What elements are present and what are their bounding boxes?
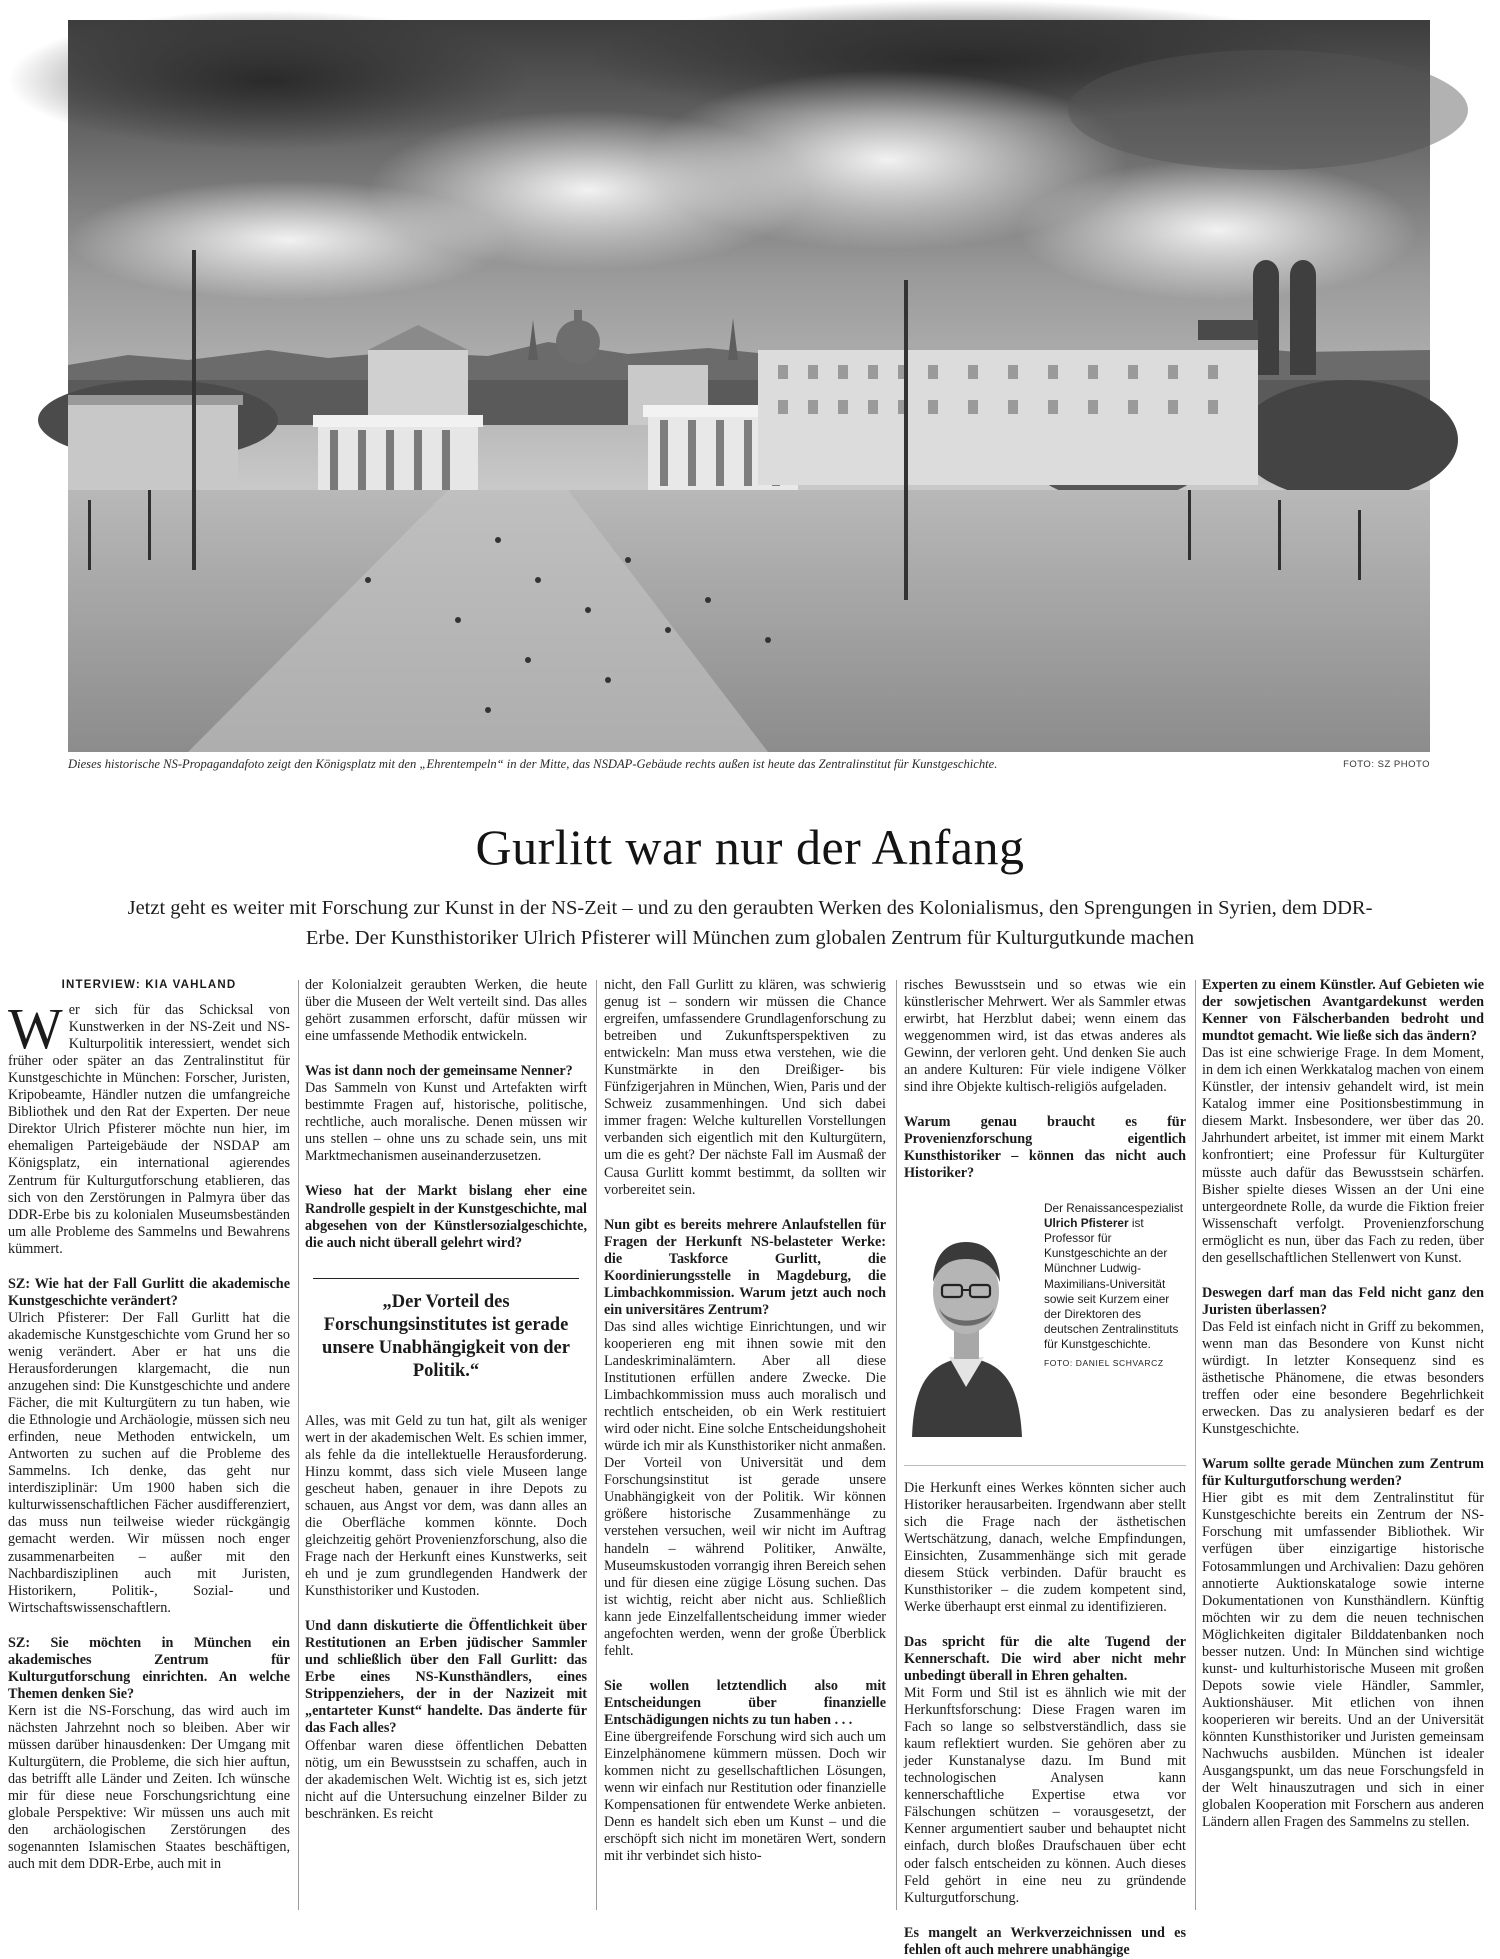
interview-question: Warum sollte gerade München zum Zentrum für Kulturgutforschung werden? (1202, 1456, 1484, 1490)
bio-text: ist Professor für Kunstgeschichte an der Münchner Ludwig-Maximilians-Universität sowie seit Kurzem einer der Direktoren des deutschen Zentralinstituts für Kunstgeschichte. (1044, 1215, 1179, 1352)
interview-answer: Mit Form und Stil ist es ähnlich wie mit der Herkunftsforschung: Diese Fragen waren im Fach so lange so selbstverständlich, dass sie kaum reflektiert wurden. Sie gehören aber zu jeder Kunstanalyse dazu. Im Bund mit technologischen Analysen kann kennerschaftliche Expertise etwa vor Fälschungen schützen – vorausgesetzt, der Kenner argumentiert sauber und behauptet nicht einfach, durch bloßes Draufschauen über echt oder falsch entscheiden zu können. Auch dieses Feld gehört in eine neu zu gründende Kulturgutforschung. (904, 1685, 1186, 1906)
subheadline: Jetzt geht es weiter mit Forschung zur Kunst in der NS-Zeit – und zu den geraubten Werken des Kolonialismus, den Sprengungen in Syrien, dem DDR-Erbe. Der Kunsthistoriker Ulrich Pfisterer will München zum globalen Zentrum für Kulturgutkunde machen (127, 897, 1373, 949)
interview-answer: Offenbar waren diese öffentlichen Debatten nötig, um ein Bewusstsein zu schaffen, auch in der akademischen Welt. Wichtig ist es, sich jetzt nicht auf die Untersuchung einzelner Bilder zu beschränken. Es reicht (305, 1737, 587, 1822)
historic-photo-illustration (68, 20, 1430, 752)
interview-answer: Das Sammeln von Kunst und Artefakten wirft bestimmte Fragen auf, historische, politische, rechtliche, auch moralische. Denen müssen wir uns stellen – ohne uns zu schade sein, uns mit Marktmechanismen auseinanderzusetzen. (305, 1080, 587, 1165)
portrait-photo (904, 1197, 1029, 1437)
photo-credit: FOTO: SZ PHOTO (1343, 759, 1430, 770)
interview-answer: risches Bewusstsein und so etwas wie ein künstlerischer Mehrwert. Wer als Sammler etwas erwirbt, hat Herzblut dabei; wenn einem das weggenommen wird, ist das etwas anderes als Gewinn, der verloren geht. Und denken Sie auch an andere Kulturen: Für viele indigene Völker sind ihre Objekte kultisch-religiös aufgeladen. (904, 977, 1186, 1096)
article-column-2 (305, 977, 587, 1917)
koenigsplatz-photo (68, 20, 1430, 752)
article-column-5 (1202, 977, 1484, 1917)
interview-answer: Das ist eine schwierige Frage. In dem Moment, in dem ich einen Werkkatalog machen von einem Künstler, der intensiv gehandelt wird, ist mein Katalog immer eine Positionsbestimmung in diesem Markt. Insbesondere, wer über das 20. Jahrhundert arbeitet, ist immer mit einem Markt konfrontiert; eine Professur für Kulturgüter müsste auch dafür das Bewusstsein schärfen. Bisher spielte dieses Wissen an der Uni eine untergeordnete Rolle, da wurde die Fiktion freier Wissenschaft verfolgt. Provenienzforschung ermöglicht es nun, über das Fach zu reden, über den gesellschaftlichen Stellenwert von Kunst. (1202, 1045, 1484, 1266)
portrait-credit: FOTO: DANIEL SCHVARCZ (1044, 1357, 1164, 1368)
interview-question: SZ: Sie möchten in München ein akademisches Zentrum für Kulturgutforschung einrichten. An welche Themen denken Sie? (8, 1634, 290, 1702)
interview-question: Nun gibt es bereits mehrere Anlaufstellen für Fragen der Herkunft NS-belasteter Werke: die Taskforce Gurlitt, die Koordinierungsstelle in Magdeburg, die Limbachkommission. Warum jetzt auch noch ein universitäres Zentrum? (604, 1216, 886, 1318)
interview-answer: Das sind alles wichtige Einrichtungen, und wir kooperieren eng mit ihnen sowie mit den Landeskriminalämtern. Aber all diese Institutionen erfüllen andere Zwecke. Die Limbachkommission muss auch moralisch und rechtlich entscheiden, ob ein Werk restituiert wird oder nicht. Eine solche Entscheidungshoheit würde ich mir als Kunsthistoriker nicht anmaßen. Der Vorteil von Universität und dem Forschungsinstitut ist gerade unsere Unabhängigkeit von der Politik. Wir können größere historische Zusammenhänge zu verstehen versuchen, weil wir nicht im Auftrag handeln – während Politiker, Anwälte, Museumskustoden vorrangig ihren Bereich sehen und für diesen eine zügige Lösung suchen. Das ist wichtig, reicht aber nicht aus. Schließlich kann jede Einzelfallentscheidung immer wieder angefochten werden, wenn der große Überblick fehlt. (604, 1318, 886, 1659)
bio-intro: Der Renaissancespezialist (1044, 1200, 1184, 1215)
interview-question: Sie wollen letztendlich also mit Entscheidungen über finanzielle Entschädigungen nichts zu tun haben . . . (604, 1677, 886, 1728)
interview-question: Es mangelt an Werkverzeichnissen und es fehlen oft auch mehrere unabhängige (904, 1924, 1186, 1958)
article-column-1 (8, 977, 290, 1917)
portrait-box (904, 1197, 1186, 1466)
interview-answer: Eine übergreifende Forschung wird sich auch um Einzelphänomene kümmern müssen. Doch wir kommen nicht zu gesellschaftlichen Lösungen, wenn wir einfach nur Restitution oder finanzielle Kompensationen für entwendete Werke anbieten. Denn es handelt sich eben um Kunst – und die erschöpft sich nicht im monetären Wert, sondern mit ihr verbindet sich histo- (604, 1728, 886, 1865)
column-rule (298, 980, 299, 1910)
interview-answer: Die Herkunft eines Werkes könnten sicher auch Historiker herausarbeiten. Irgendwann aber stellt sich die Frage nach der ästhetischen Wertschätzung, danach, welche Empfindungen, Einsichten, Zusammenhänge sich mit gerade diesem Stück verbinden. Dafür braucht es Kunsthistoriker – die zudem kompetent sind, Werke überhaupt erst einmal zu identifizieren. (904, 1479, 1186, 1615)
bio-name: Ulrich Pfisterer (1044, 1215, 1129, 1230)
pull-quote: „Der Vorteil des Forschungsinstitutes ist gerade unsere Unabhängigkeit von der Politik.“ (313, 1278, 579, 1383)
interview-answer: der Kolonialzeit geraubten Werken, die heute über die Museen der Welt verteilt sind. Das alles gehört zusammen erforscht, dafür müssen wir eine umfassende Methodik entwickeln. (305, 977, 587, 1045)
column-rule (596, 980, 597, 1910)
article-column-4 (904, 977, 1186, 1958)
portrait-bio (1044, 1201, 1186, 1371)
column-rule (1195, 980, 1196, 1910)
photo-caption: Dieses historische NS-Propagandafoto zeigt den Königsplatz mit den „Ehrentempeln“ in der Mitte, das NSDAP-Gebäude rechts außen ist heute das Zentralinstitut für Kunstgeschichte. (68, 757, 998, 771)
interview-question: SZ: Wie hat der Fall Gurlitt die akademische Kunstgeschichte verändert? (8, 1275, 290, 1309)
interview-answer: Kern ist die NS-Forschung, das wird auch im nächsten Jahrzehnt noch so bleiben. Aber wir müssen darüber hinausdenken: Der Umgang mit Kulturgütern, die Probleme, die sich hier auftun, das betrifft alle Länder und Zeiten. Ich wünsche mir für diese neue Forschungsrichtung eine globale Perspektive: Wir müssen uns auch mit den archäologischen Zerstörungen des sogenannten Islamischen Staates beschäftigen, auch mit dem DDR-Erbe, auch mit in (8, 1702, 290, 1873)
interview-answer: nicht, den Fall Gurlitt zu klären, was schwierig genug ist – sondern wir müssen die Chance ergreifen, umfassendere Grundlagenforschung zu betreiben und Zukunftsperspektiven zu entwickeln: Man muss etwa verstehen, wie die Kunstmärkte in den Dreißiger- bis Fünfzigerjahren in München, Wien, Paris und der Schweiz zusammenhingen. Und sich dabei immer fragen: Welche kulturellen Vorstellungen verbanden sich eigentlich mit den Kulturgütern, um die es geht? Der nächste Fall im Ausmaß der Causa Gurlitt kommt bestimmt, da sollten wir vorbereitet sein. (604, 977, 886, 1198)
interview-answer: Ulrich Pfisterer: Der Fall Gurlitt hat die akademische Kunstgeschichte vom Grund her so wenig verändert. Aber er hat uns die Herausforderungen klargemacht, die nun anzugehen sind: Die Kunstgeschichte und andere Fächer, die mit Kulturgütern zu tun haben, wie die Ethnologie und Archäologie, müssen sich neu erfinden, neue Methoden entwickeln, um Antworten zu suchen auf die Probleme des Sammelns. Ich denke, das geht nur interdisziplinär: Um 1900 haben sich die kulturwissenschaftlichen Fächer ausdifferenziert, das muss nun teilweise wieder rückgängig gemacht werden. Wir müssen noch enger zusammenarbeiten – außer mit den Nachbardisziplinen auch mit Juristen, Historikern, Politik-, Sozial- und Wirtschaftswissenschaftlern. (8, 1309, 290, 1616)
byline: INTERVIEW: KIA VAHLAND (61, 979, 237, 991)
intro-text: er sich für das Schicksal von Kunstwerken in der NS-Zeit und NS-Kulturpolitik interessiert, wendet sich früher oder später an das Zentralinstitut für Kunstgeschichte in München: Forscher, Juristen, Kripobeamte, Händler nutzen die umfangreiche Bibliothek und den Rat der Experten. Der neue Direktor Ulrich Pfisterer möchte nun hier, im ehemaligen Parteigebäude der NSDAP am Königsplatz, ein international agierendes Zentrum für Kulturgutforschung etablieren, das sich von den Zerstörungen in Palmyra über das DDR-Erbe bis zu kolonialen Museumsbeständen um alle Probleme des Sammelns und Bewahrens kümmert. (8, 1002, 290, 1257)
article-column-3 (604, 977, 886, 1917)
intro-paragraph (8, 996, 290, 1258)
interview-question: Deswegen darf man das Feld nicht ganz den Juristen überlassen? (1202, 1284, 1484, 1318)
interview-question: Wieso hat der Markt bislang eher eine Randrolle gespielt in der Kunstgeschichte, mal abgesehen von der Künstlersozialgeschichte, die auch nicht überall gelehrt wird? (305, 1183, 587, 1251)
interview-answer: Das Feld ist einfach nicht in Griff zu bekommen, wenn man das Besondere von Kunst nicht würdigt. In letzter Konsequenz sind es ästhetische Phänomene, die etwas besonders treffen oder eine besondere Begehrlichkeit erwecken. Das zu analysieren bedarf es der Kunstgeschichte. (1202, 1318, 1484, 1438)
interview-answer: Alles, was mit Geld zu tun hat, gilt als weniger wert in der akademischen Welt. Es schien immer, als fehle da die intellektuelle Herausforderung. Hinzu kommt, dass sich viele Museen lange gescheut haben, genauer in ihre Depots zu schauen, aus Angst vor dem, was dann alles an die Oberfläche kommen könnte. Doch gleichzeitig gehört Provenienzforschung, also die Frage nach der Herkunft eines Kunstwerks, seit eh und je zum grundlegenden Handwerk der Kunsthistoriker und Kustoden. (305, 1412, 587, 1600)
drop-cap: W (8, 996, 63, 1062)
interview-answer: Hier gibt es mit dem Zentralinstitut für Kunstgeschichte bereits ein Zentrum der NS-Forschung mit umfassender Bibliothek. Wir verfügen über einzigartige historische Fotosammlungen und Archivalien: Dazu gehören annotierte Auktionskataloge sowie interne Dokumentationen von Kunsthändlern. Künftig möchten wir zu dem die neuen technischen Möglichkeiten digitaler Bilddatenbanken noch besser nutzen. Und: In München sind wichtige kunst- und kulturhistorische Museen mit großen Depots sowie viele Händler, Sammler, Auktionshäuser. Mit etlichen von ihnen kooperieren wir bereits. Und an der Universität könnten Kunsthistoriker und Juristen gemeinsam Nachwuchs ausbilden. München ist idealer Ausgangspunkt, um das neue Forschungsfeld in der Welt hinauszutragen und sich in einer globalen Kooperation mit Forschern aus anderen Ländern allen Fragen des Sammelns zu stellen. (1202, 1490, 1484, 1831)
interview-question: Was ist dann noch der gemeinsame Nenner? (305, 1063, 573, 1080)
interview-question: Das spricht für die alte Tugend der Kennerschaft. Die wird aber nicht mehr unbedingt überall in Ehren gehalten. (904, 1633, 1186, 1684)
interview-question: Experten zu einem Künstler. Auf Gebieten wie der sowjetischen Avantgardekunst werden Kenner von Fälscherbanden bedroht und mundtot gemacht. Wie ließe sich das ändern? (1202, 977, 1484, 1045)
column-rule (896, 980, 897, 1910)
interview-question: Warum genau braucht es für Provenienzforschung eigentlich Kunsthistoriker – können das nicht auch Historiker? (904, 1114, 1186, 1182)
portrait-illustration (904, 1197, 1029, 1437)
headline: Gurlitt war nur der Anfang (475, 819, 1025, 875)
interview-question: Und dann diskutierte die Öffentlichkeit über Restitutionen an Erben jüdischer Sammler und schließlich über den Fall Gurlitt: das Erbe eines NS-Kunsthändlers, eines Strippenziehers, der in der Nazizeit mit „entarteter Kunst“ handelte. Das änderte für das Fach alles? (305, 1618, 587, 1737)
